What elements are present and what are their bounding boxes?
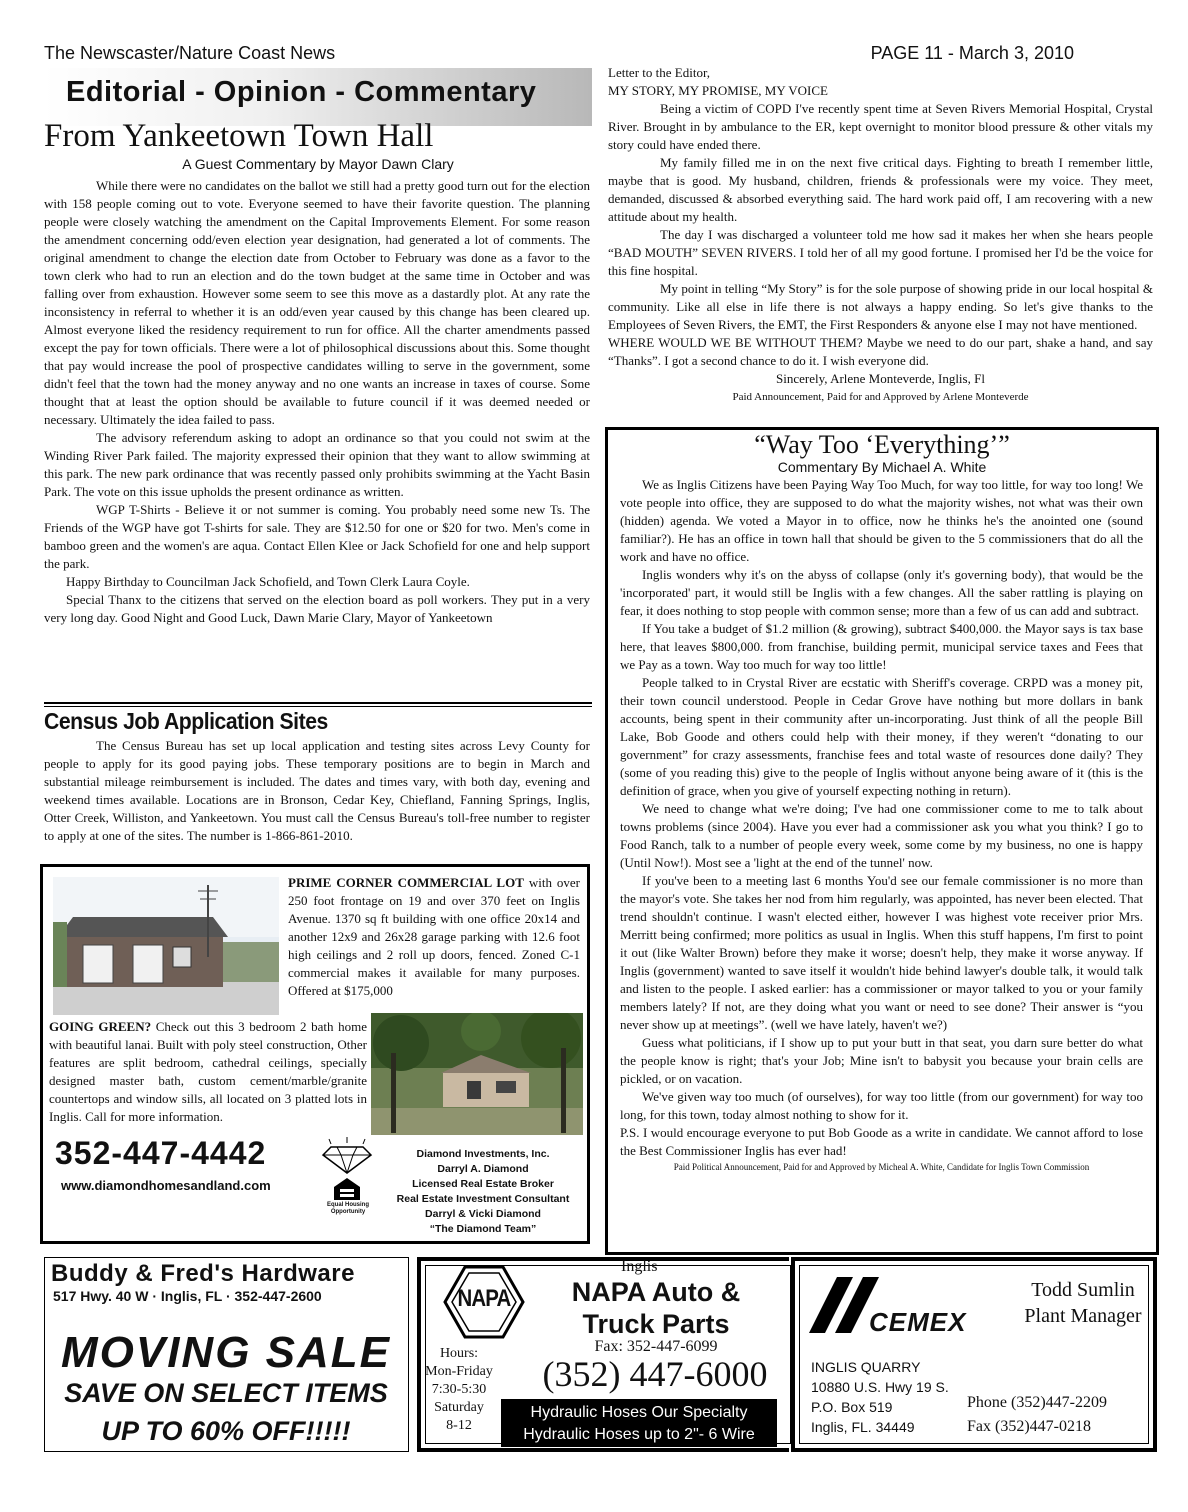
- cemex-phone[interactable]: Phone (352)447-2209: [967, 1394, 1107, 1411]
- hours-line: 7:30-5:30: [431, 1382, 487, 1397]
- paragraph: The day I was discharged a volunteer told me how sad it makes her when she hears people “BAD MOUTH” SEVEN RIVERS. I told her of all my good fortune. I promised her I'd be the voice for this fine hospital.: [608, 227, 1153, 278]
- paragraph: We need to change what we're doing; I've had one commissioner come to me to talk about towns problems (since 2004). Have you ever had a commissioner ask you what you think? I go to Food Ranch, talk to a number of people every week, some come by my business, no one is happy (Until Now!). Most see a 'light at the end of the tunnel' now.: [620, 801, 1143, 870]
- commercial-lot-listing: [288, 874, 580, 1000]
- paragraph: WGP T-Shirts - Believe it or not summer is coming. You probably need some new Ts. The Friends of the WGP have got T-shirts for sale. They are $12.50 for one or $20 for two. Men's come in bamboo green and the women's are aqua. Contact Ellen Klee or Jack Schofield for one and help support the park.: [44, 502, 590, 571]
- commentary-title: “Way Too ‘Everything’”: [754, 430, 1010, 459]
- napa-banner: [501, 1399, 777, 1447]
- napa-fax: Fax: 352-447-6099: [594, 1338, 718, 1355]
- store-name: Buddy & Fred's Hardware: [51, 1260, 355, 1287]
- divider: [44, 706, 592, 707]
- listing-body: with over 250 foot frontage on 19 and over 370 feet on Inglis Avenue. 1370 sq ft building with one office 20x14 and another 12x9 and 26x28 garage parking with 12.6 foot high ceilings and 2 roll up doors, fenced. Zoned C-1 commercial makes it available for many purposes. Offered at $175,000: [288, 875, 580, 998]
- publication-name: The Newscaster/Nature Coast News: [44, 43, 336, 63]
- article-headline: From Yankeetown Town Hall: [44, 118, 434, 154]
- census-heading: Census Job Application Sites: [44, 708, 328, 734]
- napa-ad: [417, 1257, 789, 1452]
- divider: [44, 702, 592, 704]
- realtor-phone[interactable]: 352-447-4442: [55, 1135, 267, 1171]
- napa-hours: [421, 1345, 497, 1435]
- sale-line: SAVE ON SELECT ITEMS: [64, 1378, 388, 1408]
- listing-lead: GOING GREEN?: [49, 1019, 152, 1034]
- banner-line: Hydraulic Hoses Our Specialty: [530, 1404, 748, 1421]
- hours-line: 8-12: [446, 1418, 472, 1433]
- hours-line: Saturday: [434, 1400, 484, 1415]
- paragraph: WHERE WOULD WE BE WITHOUT THEM? Maybe we need to do our part, shake a hand, and say “Thanks”. I got a second chance to do it. I wish everyone did.: [608, 335, 1153, 368]
- green-home-listing: [49, 1018, 367, 1126]
- quarry-address: [811, 1357, 949, 1437]
- section-title: Editorial - Opinion - Commentary: [66, 76, 537, 108]
- broker-title: Licensed Real Estate Broker: [412, 1178, 554, 1190]
- letter-to-editor: [608, 64, 1153, 406]
- paid-notice: Paid Political Announcement, Paid for and Approved by Micheal A. White, Candidate for Inglis Town Commission: [673, 1162, 1090, 1172]
- letter-signoff: Sincerely, Arlene Monteverde, Inglis, Fl: [776, 371, 985, 386]
- real-estate-ad: [40, 864, 590, 1244]
- hours-line: Mon-Friday: [425, 1364, 493, 1379]
- sale-line: UP TO 60% OFF!!!!!: [101, 1416, 351, 1446]
- napa-name-line2: Truck Parts: [582, 1309, 730, 1339]
- equal-housing-icon: [333, 1177, 361, 1201]
- store-address: 517 Hwy. 40 W · Inglis, FL · 352-447-2600: [53, 1288, 322, 1304]
- paragraph: While there were no candidates on the ballot we still had a pretty good turn out for the election with 158 people coming out to vote. Everyone seemed to have their favorite question. The planning people were closely watching the amendment on the Capital Improvements Element. For some reason the amendment concerning odd/even election year designation, had generated a lot of comments. The original amendment to change the election date from October to February was done as a favor to the town clerk who had to run an election and do the town budget at the same time in October and was falling over from exhaustion. However some seem to see this move as a dastardly plot. At any rate the inconsistency in referral to whether it is an odd/even year caused by this change has been cleared up. Almost everyone liked the residency requirement to run for office. All the charter amendments passed except the pay for town officials. There were a lot of philosophical discussions about this. Some thought that pay would increase the pool of prospective candidates willing to serve in the government, some didn't feel that the town had the money anyway and no one wants an increase in taxes of course. Some thought that at least the option should be available to future council if it was deemed needed or necessary. Ultimately the idea failed to pass.: [44, 178, 590, 427]
- paragraph: Special Thanx to the citizens that served on the election board as poll workers. They put in a very very long day. Good Night and Good Luck, Dawn Marie Clary, Mayor of Yankeetown: [44, 592, 590, 625]
- census-body: [44, 737, 590, 845]
- quarry-name: INGLIS QUARRY: [811, 1359, 921, 1375]
- paragraph: If You take a budget of $1.2 million (& growing), subtract $400,000. the Mayor says is tax base here, that leaves $800,000. from franchise, building permit, municipal service taxes and Fees that we Pay as a town. Way too much for way too little!: [620, 621, 1143, 672]
- napa-town: Inglis: [621, 1258, 658, 1275]
- commentary-body: [620, 476, 1143, 1174]
- paragraph: The Census Bureau has set up local application and testing sites across Levy County for people to apply for its good paying jobs. These temporary positions are to begin in March and substantial mileage reimbursement is included. The dates and times vary, with both day, evening and weekend times available. Locations are in Bronson, Cedar Key, Chiefland, Fanning Springs, Inglis, Otter Creek, Williston, and Yankeetown. You must call the Census Bureau's toll-free number to register to apply at one of the sites. The number is 1-866-861-2010.: [44, 738, 590, 843]
- napa-logo-text: NAPA: [457, 1285, 511, 1312]
- paragraph: P.S. I would encourage everyone to put Bob Goode as a write in candidate. We cannot afford to lose the Best Commissioner Inglis has ever had!: [620, 1125, 1143, 1158]
- hours-label: Hours:: [439, 1346, 479, 1361]
- cemex-fax: Fax (352)447-0218: [967, 1418, 1091, 1435]
- listing-body: Check out this 3 bedroom 2 bath home with beautiful lanai. Built with poly steel construction, Other features are split bedroom, cathedral ceilings, specially designed master bath, custom cement/marble/granite countertops and window sills, all located on 3 platted lots in Inglis. Call for more information.: [49, 1019, 367, 1124]
- paragraph: Guess what politicians, if I show up to put your butt in that seat, you darn sure better do what the people know is right; that's your Job; Mine isn't to babysit you because your brain cells are pickled, or on vacation.: [620, 1035, 1143, 1086]
- hardware-ad: [44, 1257, 409, 1452]
- consultant-title: Real Estate Investment Consultant: [396, 1193, 570, 1205]
- realtor-contact-block: [383, 1147, 583, 1237]
- listing-lead: PRIME CORNER COMMERCIAL LOT: [288, 875, 524, 890]
- company-name: Diamond Investments, Inc.: [416, 1148, 550, 1160]
- agent-names: Darryl & Vicki Diamond: [425, 1208, 541, 1220]
- broker-name: Darryl A. Diamond: [437, 1163, 529, 1175]
- cemex-contact: [967, 1391, 1107, 1439]
- paragraph: People talked to in Crystal River are ecstatic with Sheriff's coverage. CRPD was a money pit, their town council understood. People in Cedar Grove have nothing but more dollars in bank accounts, being spent in their community after un-incorporating. Just think of all the people Bill Lake, Bob Goode and others could help with their money, if they weren't “donating to our government” for crazy assessments, franchise fees and total waste of resources done daily? They (some of you reading this) give to the people of Inglis without anyone being aware of it (this is the definition of grace, when you give of yourself expecting nothing in return).: [620, 675, 1143, 798]
- address-line: 10880 U.S. Hwy 19 S.: [811, 1379, 949, 1395]
- address-line: P.O. Box 519: [811, 1399, 893, 1415]
- letter-salutation: Letter to the Editor,: [608, 65, 711, 80]
- diamond-icon: [321, 1137, 373, 1175]
- paragraph: My family filled me in on the next five critical days. Fighting to breath I remember little, maybe that is good. My husband, children, friends & professionals were my voice. They meet, demanded, discussed & absorbed everything said. The hard work paid off, I am recovering with a new attitude about my health.: [608, 155, 1153, 224]
- paragraph: The advisory referendum asking to adopt an ordinance so that you could not swim at the Winding River Park failed. The majority expressed their opinion that they want to allow swimming at this park. The new park ordinance that was recently passed only prohibits swimming at the Yacht Basin Park. The vote on this issue upholds the present ordinance as written.: [44, 430, 590, 499]
- paragraph: Inglis wonders why it's on the abyss of collapse (only it's governing body), that would be the 'incorporated' part, it would still be Inglis with a few changes. All the saber rattling is playing on fear, it does nothing to stop people with common sense; more than a few of us can add and subtract.: [620, 567, 1143, 618]
- cemex-ad: [791, 1257, 1157, 1452]
- manager-title: Plant Manager: [1024, 1305, 1142, 1327]
- banner-line: Hydraulic Hoses up to 2"- 6 Wire: [523, 1426, 755, 1443]
- paragraph: Happy Birthday to Councilman Jack Schofield, and Town Clerk Laura Coyle.: [66, 574, 470, 589]
- paragraph: My point in telling “My Story” is for the sole purpose of showing pride in our local hospital & community. Like all else in life there is not always a happy ending. So let's give thanks to the Employees of Seven Rivers, the EMT, the First Responders & anyone else I may not have mentioned.: [608, 281, 1153, 332]
- paragraph: We've given way too much (of ourselves), for way too little (from our government) for way too long, for this town, today almost nothing to show for it.: [620, 1089, 1143, 1122]
- address-line: Inglis, FL. 34449: [811, 1419, 915, 1435]
- realtor-website[interactable]: www.diamondhomesandland.com: [61, 1178, 271, 1193]
- napa-phone[interactable]: (352) 447-6000: [542, 1354, 768, 1394]
- cemex-logo-text: CEMEX: [869, 1307, 967, 1337]
- napa-name-line1: NAPA Auto &: [571, 1277, 741, 1307]
- equal-housing-label: Equal Housing Opportunity: [327, 1202, 369, 1215]
- commentary-byline: Commentary By Michael A. White: [777, 459, 987, 475]
- letter-title: MY STORY, MY PROMISE, MY VOICE: [608, 83, 828, 98]
- article-byline: A Guest Commentary by Mayor Dawn Clary: [182, 156, 454, 172]
- page-number-date: PAGE 11 - March 3, 2010: [870, 43, 1074, 63]
- sale-headline: MOVING SALE: [60, 1328, 392, 1377]
- paragraph: If you've been to a meeting last 6 months You'd see our female commissioner is no more than the mayor's vote. She takes her nod from him regularly, was appointed, has never been elected. That trend shouldn't continue. I wasn't elected either, however I was highest vote receiver prior Mrs. Merritt being confirmed; more politics as usual in Inglis. When this stuff happens, I'm first to point it out (like Walter Brown) before they make it worse; doesn't help, they make it worse anyway. If Inglis (government) wanted to save itself it wouldn't hide behind lawyer's double talk, it would talk and listen to the people. I asked earlier: has a commissioner or mayor talked to you or your family members lately? If not, are they doing what you want or need to see done? Their answer is “you never show up at meetings”. (well we have lately, haven't we?): [620, 873, 1143, 1032]
- manager-name: Todd Sumlin: [1031, 1279, 1135, 1301]
- house-photo: [371, 1013, 583, 1135]
- paragraph: Being a victim of COPD I've recently spent time at Seven Rivers Memorial Hospital, Crystal River. Brought in by ambulance to the ER, kept overnight to monitor blood pressure & other vitals my story could have ended there.: [608, 101, 1153, 152]
- paid-notice: Paid Announcement, Paid for and Approved by Arlene Monteverde: [732, 391, 1029, 403]
- team-name: “The Diamond Team”: [429, 1223, 537, 1235]
- commercial-building-photo: [53, 877, 279, 1015]
- article-body: [44, 177, 590, 627]
- paragraph: We as Inglis Citizens have been Paying Way Too Much, for way too little, for way too long! We vote people into office, they are supposed to do what the majority wishes, not what was their own (hidden) agenda. We voted a Mayor in to office, now he thinks he's the anointed one (sound familiar?). He has an office in town hall that should be given to the 5 commissioners that do all the work and have no office.: [620, 477, 1143, 564]
